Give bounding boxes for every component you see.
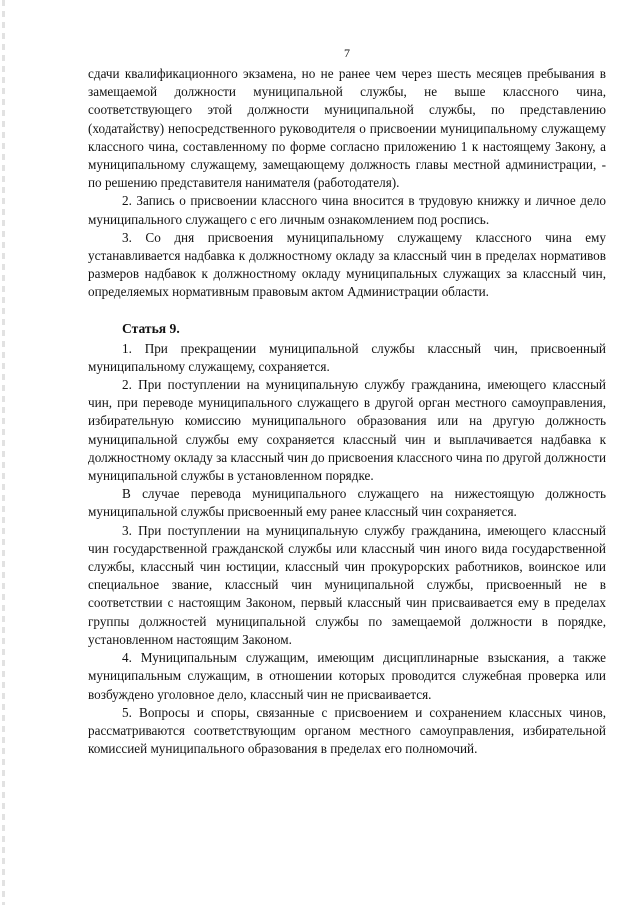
paragraph-continuation: сдачи квалификационного экзамена, но не ранее чем через шесть месяцев пребывания в замещаемой должности муниципальной службы, не выше классного чина, соответствующего этой должности муниципальной службы, по представлению (ходатайству) непосредственного руководителя о присвоении муниципальному служащему классного чина, составленному по форме согласно приложению 1 к настоящему Закону, а муниципальному служащему, замещающему должность главы местной администрации, - по решению представителя нанимателя (работодателя).	[88, 66, 606, 191]
article-paragraph-3: 3. При поступлении на муниципальную службу гражданина, имеющего классный чин государственной гражданской службы или классный чин иного вида государственной службы, классный чин юстиции, классный чин прокурорских работников, воинское или специальное звание, классный чин муниципальной службы, присвоенный не в соответствии с настоящим Законом, первый классный чин присваивается ему в пределах группы должностей муниципальной службы по замещаемой должности в порядке, установленном настоящим Законом.	[88, 522, 606, 647]
article-paragraph-2-continued: В случае перевода муниципального служащего на нижестоящую должность муниципальной службы присвоенный ему ранее классный чин сохраняется.	[88, 486, 606, 520]
paragraph-item-2: 2. Запись о присвоении классного чина вносится в трудовую книжку и личное дело муниципального служащего с его личным ознакомлением под роспись.	[88, 193, 606, 227]
article-heading: Статья 9.	[122, 320, 180, 336]
article-paragraph-4: 4. Муниципальным служащим, имеющим дисциплинарные взыскания, а также муниципальным служащим, в отношении которых проводится служебная проверка или возбуждено уголовное дело, классный чин не присваивается.	[88, 650, 606, 702]
page-number: 7	[344, 46, 350, 60]
article-paragraph-2: 2. При поступлении на муниципальную службу гражданина, имеющего классный чин, при переводе муниципального служащего в другой орган местного самоуправления, избирательную комиссию муниципального образования или на другую должность муниципальной службы ему сохраняется классный чин и выплачивается надбавка к должностному окладу за классный чин до присвоения классного чина по другой должности муниципальной службы в установленном порядке.	[88, 377, 606, 484]
paragraph-item-3: 3. Со дня присвоения муниципальному служащему классного чина ему устанавливается надбавка к должностному окладу за классный чин в пределах нормативов размеров надбавок к должностному окладу муниципальных служащих за классный чин, определяемых нормативным правовым актом Администрации области.	[88, 229, 606, 300]
article-paragraph-1: 1. При прекращении муниципальной службы классный чин, присвоенный муниципальному служащему, сохраняется.	[88, 340, 606, 374]
article-paragraph-5: 5. Вопросы и споры, связанные с присвоением и сохранением классных чинов, рассматриваются соответствующим органом местного самоуправления, избирательной комиссией муниципального образования в пределах его полномочий.	[88, 704, 606, 757]
scan-edge-artifact	[2, 0, 5, 905]
